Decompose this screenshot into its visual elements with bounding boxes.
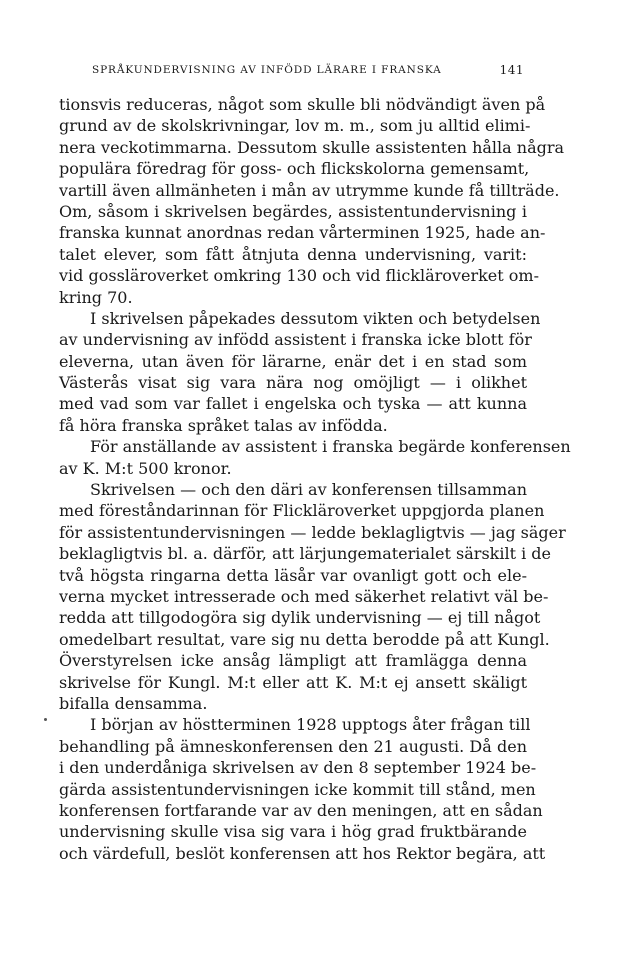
page-number: 141	[499, 63, 524, 77]
text-line: få höra franska språket talas av infödda.	[59, 415, 388, 435]
text-line: kring 70.	[59, 287, 133, 307]
text-line: vid gossläroverket omkring 130 och vid flickläroverket om-	[59, 266, 539, 286]
text-line: skrivelse för Kungl. M:t eller att K. M:t ej ansett skäligt	[59, 672, 527, 692]
text-line: av undervisning av infödd assistent i franska icke blott för	[59, 330, 532, 350]
text-line: tionsvis reduceras, något som skulle bli nödvändigt även på	[59, 95, 546, 114]
text-line: av K. M:t 500 kronor.	[59, 458, 232, 478]
text-line: omedelbart resultat, vare sig nu detta berodde på att Kungl.	[59, 629, 550, 649]
text-line: undervisning skulle visa sig vara i hög grad fruktbärande	[59, 822, 527, 842]
paragraph-start: För anställande av assistent i franska begärde konferensen	[90, 437, 571, 457]
text-line: Överstyrelsen icke ansåg lämpligt att framlägga denna	[59, 651, 527, 671]
text-line: franska kunnat anordnas redan vårterminen 1925, hade an-	[59, 223, 546, 243]
text-line: bifalla densamma.	[59, 693, 208, 713]
text-line: grund av de skolskrivningar, lov m. m., som ju alltid elimi-	[59, 116, 531, 136]
text-line: med vad som var fallet i engelska och tyska — att kunna	[59, 394, 527, 414]
running-title: SPRÅKUNDERVISNING AV INFÖDD LÄRARE I FRANSKA	[92, 64, 442, 76]
text-line: konferensen fortfarande var av den meningen, att en sådan	[59, 800, 543, 820]
paragraph-start: I skrivelsen påpekades dessutom vikten och betydelsen	[90, 308, 541, 328]
text-line: populära föredrag för goss- och flickskolorna gemensamt,	[59, 159, 530, 179]
paragraph-start: Skrivelsen — och den däri av konferensen tillsamman	[90, 480, 527, 500]
text-line: eleverna, utan även för lärarne, enär det i en stad som	[59, 351, 527, 371]
body-text	[59, 94, 571, 864]
text-line: beklagligtvis bl. a. därför, att lärjungematerialet särskilt i de	[59, 544, 552, 564]
text-line: vartill även allmänheten i mån av utrymme kunde få tillträde.	[59, 180, 560, 200]
text-line: två högsta ringarna detta läsår var ovanligt gott och ele-	[59, 565, 527, 585]
text-line: verna mycket intresserade och med säkerhet relativt väl be-	[59, 586, 549, 606]
text-line: i den underdåniga skrivelsen av den 8 september 1924 be-	[59, 758, 537, 778]
text-line: redda att tillgodogöra sig dylik undervisning — ej till något	[59, 608, 541, 628]
text-line: nera veckotimmarna. Dessutom skulle assistenten hålla några	[59, 137, 565, 157]
text-line: Västerås visat sig vara nära nog omöjligt — i olikhet	[59, 373, 527, 393]
text-line: med föreståndarinnan för Flickläroverket uppgjorda planen	[59, 501, 545, 521]
text-line: behandling på ämneskonferensen den 21 augusti. Då den	[59, 736, 527, 756]
text-line: och värdefull, beslöt konferensen att hos Rektor begära, att	[59, 843, 546, 863]
text-line: Om, såsom i skrivelsen begärdes, assistentundervisning i	[59, 201, 527, 221]
running-head	[92, 64, 532, 80]
margin-mark	[44, 718, 47, 721]
text-line: för assistentundervisningen — ledde beklagligtvis — jag säger	[59, 522, 566, 542]
paragraph-start: I början av höstterminen 1928 upptogs åter frågan till	[90, 715, 531, 735]
text-line: talet elever, som fått åtnjuta denna undervisning, varit:	[59, 244, 527, 264]
text-line: gärda assistentundervisningen icke kommit till stånd, men	[59, 779, 536, 799]
